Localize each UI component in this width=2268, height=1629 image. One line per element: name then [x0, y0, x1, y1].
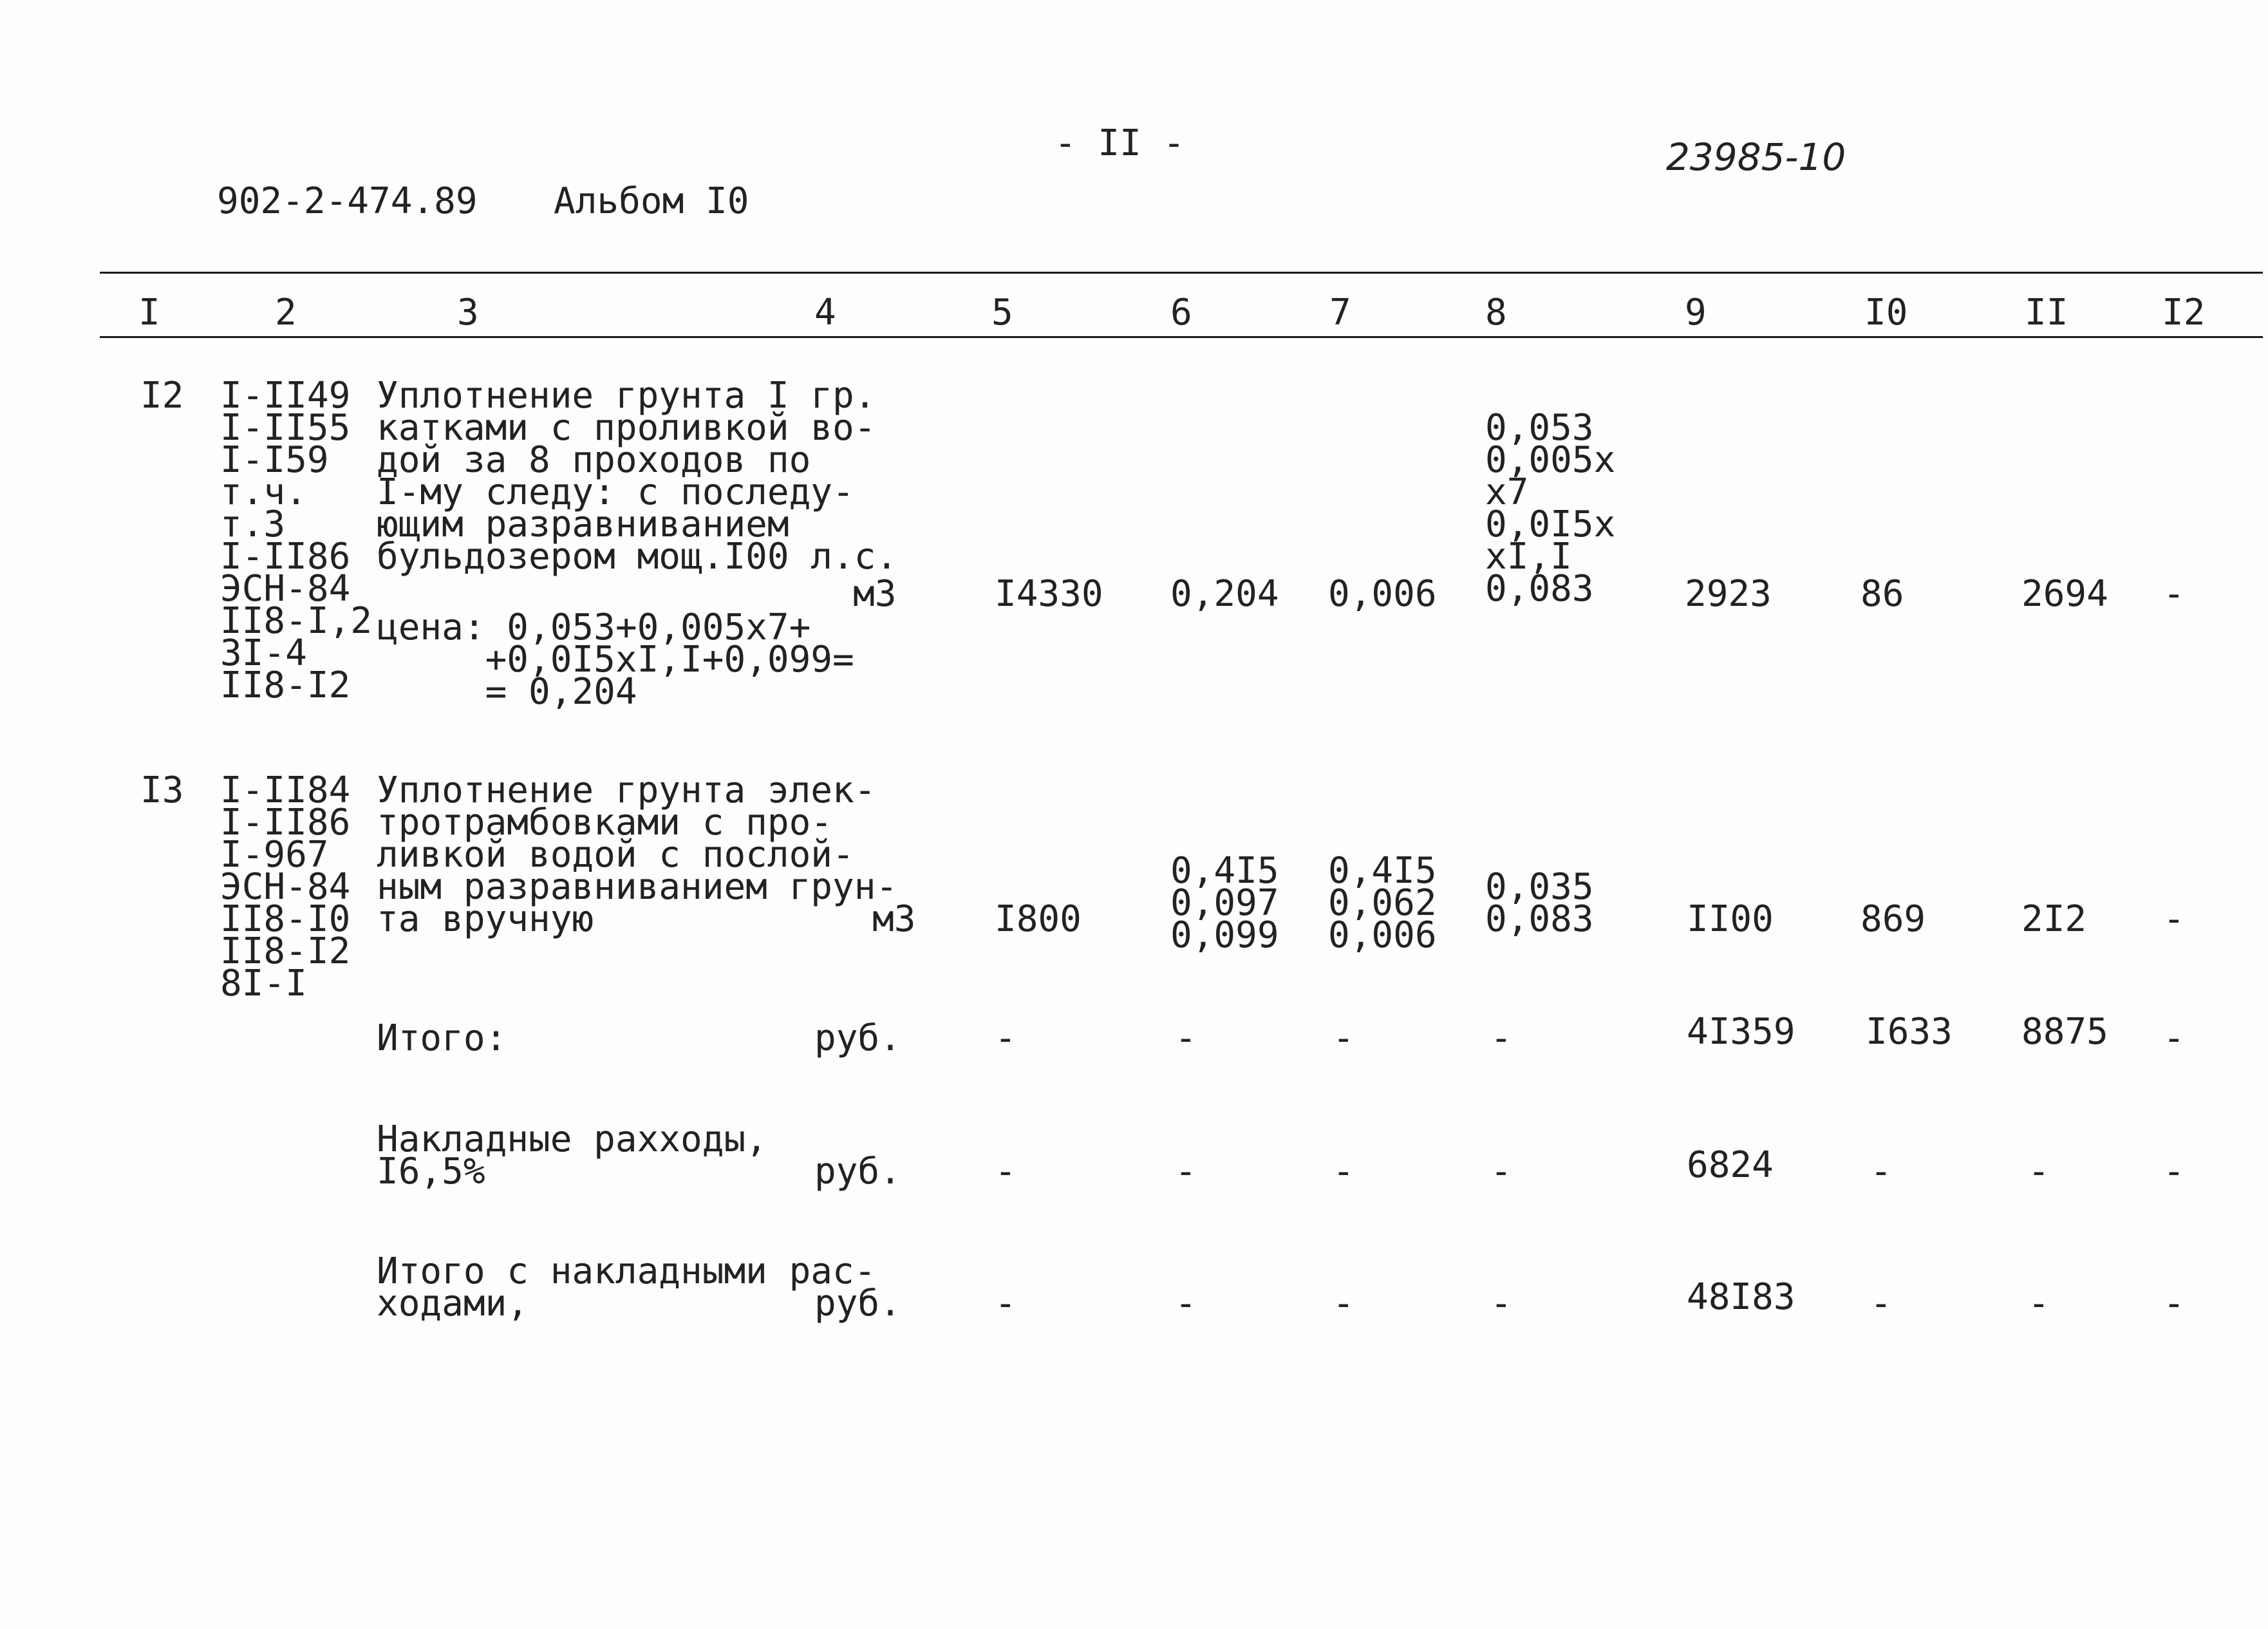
overhead-unit: руб.: [814, 1151, 901, 1192]
column-number-8: 8: [1485, 292, 1507, 334]
total-label: Итого:: [377, 1017, 507, 1059]
unit: м3: [872, 898, 916, 940]
column-number-4: 4: [814, 292, 836, 334]
total-col7: -: [1333, 1017, 1354, 1059]
column-number-5: 5: [991, 292, 1013, 334]
work-description: Уплотнение грунта элек- тротрамбовками с про- ливкой водой с послой- ным разравниванием грун- та вручную: [377, 769, 898, 940]
col12-value: -: [2163, 898, 2185, 940]
col8-value: 0,053 0,005х х7 0,0I5х хI,I 0,083: [1485, 407, 1616, 610]
table-top-rule: [100, 272, 2263, 274]
work-description: Уплотнение грунта I гр. катками с проливкой во- дой за 8 проходов по I-му следу: с последу- ющим разравниванием бульдозером мощ.I00 л.с.: [377, 375, 898, 578]
column-number-6: 6: [1170, 292, 1192, 334]
col11-value: 2694: [2021, 573, 2108, 615]
handwritten-number: 23985-10: [1666, 135, 1846, 179]
total-col5: -: [995, 1017, 1017, 1059]
overhead-col6: -: [1175, 1151, 1197, 1192]
grand-total-col12: -: [2163, 1283, 2185, 1324]
total-col8: -: [1490, 1017, 1512, 1059]
quantity: I800: [995, 898, 1082, 940]
document-code: 902-2-474.89: [217, 180, 478, 222]
row-number: I3: [140, 769, 184, 811]
grand-total-col9: 48I83: [1687, 1276, 1795, 1318]
norm-codes: I-II49 I-II55 I-I59 т.ч. т.3 I-II86 ЭСН-84 II8-I,2 3I-4 II8-I2: [220, 375, 373, 706]
total-col12: -: [2163, 1017, 2185, 1059]
total-col9: 4I359: [1687, 1011, 1795, 1053]
col7-value: 0,006: [1328, 573, 1437, 615]
overhead-label: Накладные рахходы, I6,5%: [377, 1118, 767, 1192]
column-number-10: I0: [1864, 292, 1908, 334]
total-col6: -: [1175, 1017, 1197, 1059]
overhead-col9: 6824: [1687, 1144, 1774, 1186]
col8-value: 0,035 0,083: [1485, 866, 1594, 940]
total-col11: 8875: [2021, 1011, 2108, 1053]
overhead-col12: -: [2163, 1151, 2185, 1192]
grand-total-unit: руб.: [814, 1283, 901, 1324]
column-number-1: I: [138, 292, 160, 334]
grand-total-col6: -: [1175, 1283, 1197, 1324]
page-number: - II -: [1054, 122, 1185, 164]
column-number-7: 7: [1329, 292, 1351, 334]
total-unit: руб.: [814, 1017, 901, 1059]
overhead-col11: -: [2028, 1151, 2050, 1192]
overhead-col7: -: [1333, 1151, 1354, 1192]
col9-value: II00: [1687, 898, 1774, 940]
col7-value: 0,4I5 0,062 0,006: [1328, 850, 1437, 956]
col6-value: 0,4I5 0,097 0,099: [1170, 850, 1279, 956]
quantity: I4330: [995, 573, 1103, 615]
norm-codes: I-II84 I-II86 I-967 ЭСН-84 II8-I0 II8-I2 8I-I: [220, 769, 351, 1004]
column-number-9: 9: [1685, 292, 1707, 334]
grand-total-col5: -: [995, 1283, 1017, 1324]
total-col10: I633: [1866, 1011, 1953, 1053]
col12-value: -: [2163, 573, 2185, 615]
grand-total-col10: -: [1870, 1283, 1892, 1324]
overhead-col8: -: [1490, 1151, 1512, 1192]
col10-value: 869: [1860, 898, 1926, 940]
row-number: I2: [140, 375, 184, 417]
col10-value: 86: [1860, 573, 1904, 615]
grand-total-col8: -: [1490, 1283, 1512, 1324]
grand-total-col7: -: [1333, 1283, 1354, 1324]
column-number-2: 2: [275, 292, 297, 334]
table-header-rule: [100, 336, 2263, 338]
price-calculation: цена: 0,053+0,005х7+ +0,0I5хI,I+0,099= = 0,204: [377, 607, 854, 713]
col11-value: 2I2: [2021, 898, 2087, 940]
album-label: Альбом I0: [554, 180, 749, 222]
overhead-col10: -: [1870, 1151, 1892, 1192]
overhead-col5: -: [995, 1151, 1017, 1192]
column-number-12: I2: [2162, 292, 2206, 334]
grand-total-col11: -: [2028, 1283, 2050, 1324]
column-number-11: II: [2025, 292, 2068, 334]
grand-total-label: Итого с накладными рас- ходами,: [377, 1250, 876, 1324]
column-number-3: 3: [457, 292, 479, 334]
unit: м3: [853, 573, 897, 615]
col9-value: 2923: [1685, 573, 1772, 615]
col6-value: 0,204: [1170, 573, 1279, 615]
